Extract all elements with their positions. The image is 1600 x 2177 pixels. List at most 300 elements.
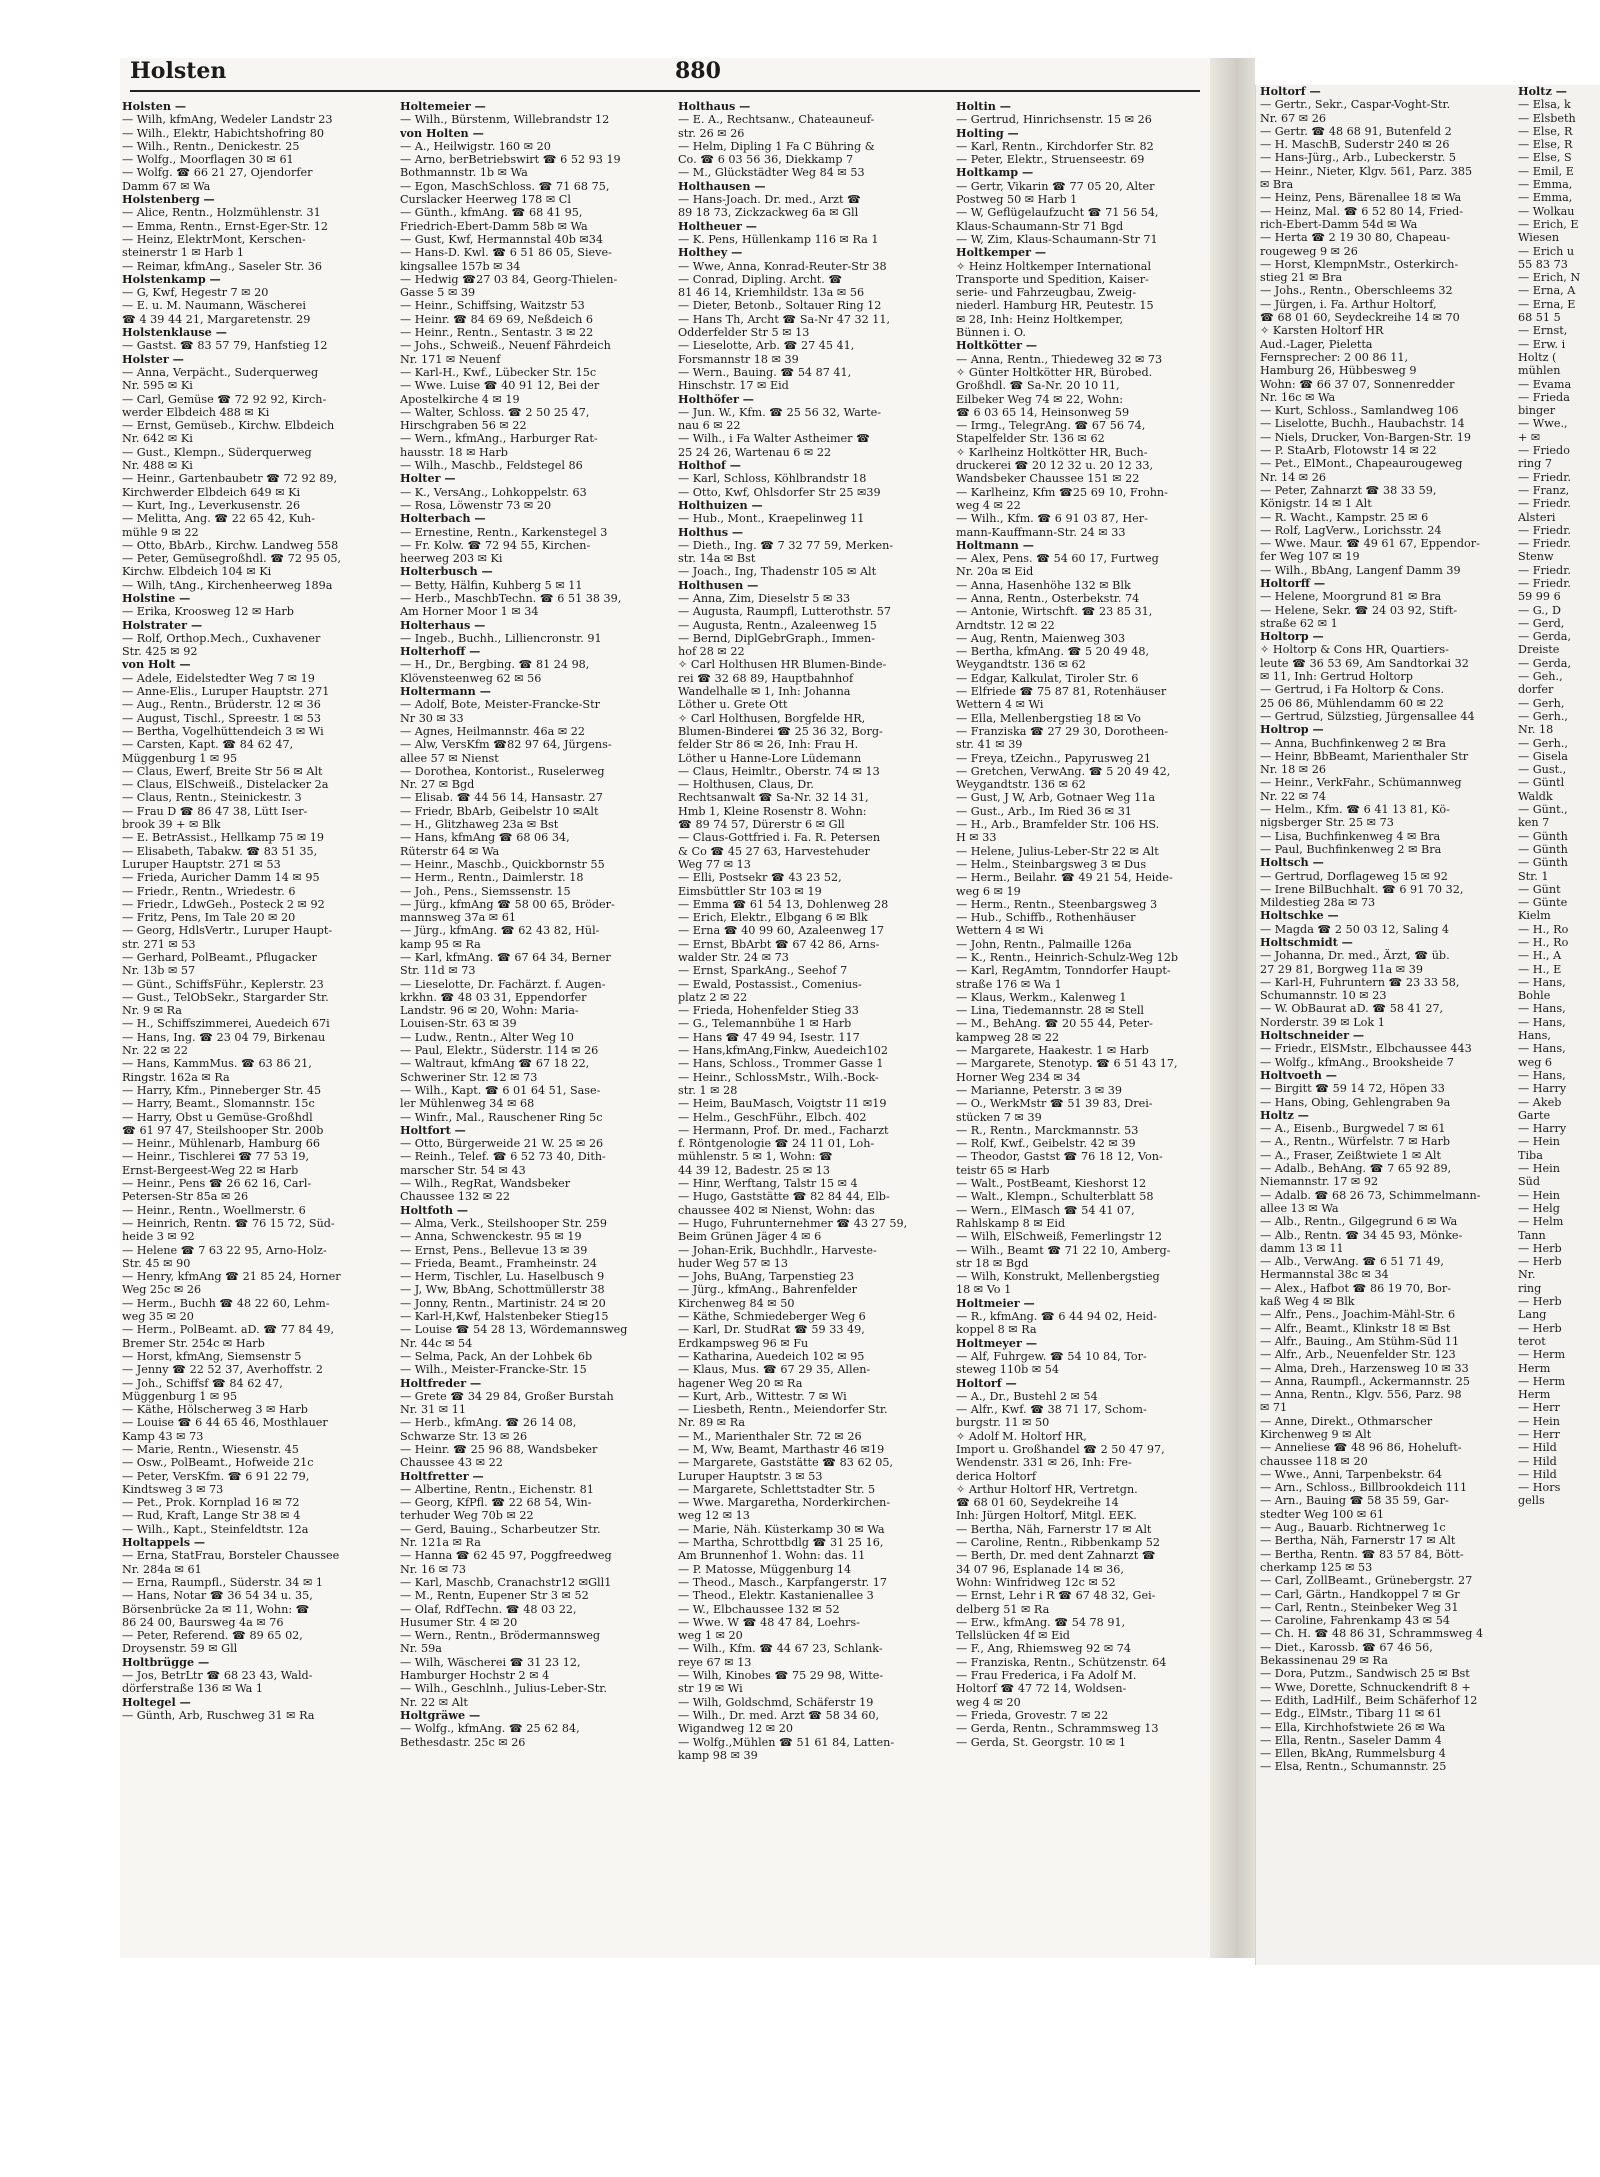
directory-line: — Margarete, Stenotyp. ☎ 6 51 43 17, <box>956 1057 1178 1071</box>
directory-line: — Herm., PolBeamt. aD. ☎ 77 84 49, <box>122 1323 335 1337</box>
directory-line: ✧ Adolf M. Holtorf HR, <box>956 1429 1087 1443</box>
directory-line: — Friedr, BbArb, Geibelstr 10 ✉Alt <box>400 804 599 818</box>
directory-line: Holthöfer — <box>678 392 754 406</box>
directory-line: Nr. 488 ✉ Ki <box>122 459 193 473</box>
directory-line: — Elfriede ☎ 75 87 81, Rotenhäuser <box>956 685 1167 699</box>
directory-line: — Peter, Referend. ☎ 89 65 02, <box>122 1629 303 1643</box>
directory-line: Holstenberg — <box>122 193 215 207</box>
directory-line: Friedrich-Ebert-Damm 58b ✉ Wa <box>400 219 588 233</box>
directory-line: Schwarze Str. 13 ✉ 26 <box>400 1429 528 1443</box>
directory-line: — Gust., TelObSekr., Stargarder Str. <box>122 990 329 1004</box>
directory-line: — Ellen, BkAng, Rummelsburg 4 <box>1260 1747 1446 1761</box>
directory-line: Weg 25c ✉ 26 <box>122 1283 202 1297</box>
directory-line: — Ernst, Pens., Bellevue 13 ✉ 39 <box>400 1243 588 1257</box>
directory-line: — Anna, Raumpfl., Ackermannstr. 25 <box>1260 1374 1470 1388</box>
directory-line: — M., BehAng. ☎ 20 55 44, Peter- <box>956 1017 1153 1031</box>
directory-line: ✧ Heinz Holtkemper International <box>956 259 1152 273</box>
directory-line: — Reimar, kfmAng., Saseler Str. 36 <box>122 259 322 273</box>
directory-line: weg 1 ✉ 20 <box>678 1629 743 1643</box>
directory-line: — Gerh., <box>1518 709 1568 723</box>
directory-line: fer Weg 107 ✉ 19 <box>1260 550 1360 564</box>
directory-line: — Kurt, Ing., Leverkusenstr. 26 <box>122 498 301 512</box>
directory-line: — Ernst, Gemüseb., Kirchw. Elbdeich <box>122 419 335 433</box>
directory-line: — Erich u <box>1518 244 1575 258</box>
directory-line: — Alfr., Beamt., Klinkstr 18 ✉ Bst <box>1260 1321 1451 1335</box>
directory-line: burgstr. 11 ✉ 50 <box>956 1416 1050 1430</box>
directory-line: — Wwe, Dorette, Schnuckendrift 8 + <box>1260 1680 1471 1694</box>
directory-line: 25 24 26, Wartenau 6 ✉ 22 <box>678 445 832 459</box>
directory-line: werder Elbdeich 488 ✉ Ki <box>122 405 270 419</box>
directory-line: — Heinr., Maschb., Quickbornstr 55 <box>400 857 605 871</box>
directory-line: — Wern., kfmAng., Harburger Rat- <box>400 432 598 446</box>
directory-line: — Birgitt ☎ 59 14 72, Höpen 33 <box>1260 1082 1445 1096</box>
directory-line: — Anne-Elis., Luruper Hauptstr. 271 <box>122 685 330 699</box>
directory-line: — Hub., Mont., Kraepelinweg 11 <box>678 512 865 526</box>
directory-line: — Karl-H, Fuhruntern ☎ 23 33 58, <box>1260 975 1460 989</box>
directory-line: Droysenstr. 59 ✉ Gll <box>122 1642 238 1656</box>
directory-line: Wettern 4 ✉ Wi <box>956 698 1044 712</box>
directory-line: straße 62 ✉ 1 <box>1260 616 1338 630</box>
directory-line: — W., Elbchaussee 132 ✉ 52 <box>678 1602 840 1616</box>
directory-line: Luruper Hauptstr. 3 ✉ 53 <box>678 1469 823 1483</box>
directory-line: — Wilh., Kapt., Steinfeldtstr. 12a <box>122 1522 309 1536</box>
directory-line: Müggenburg 1 ✉ 95 <box>122 751 238 765</box>
directory-line: — Caroline, Fahrenkamp 43 ✉ 54 <box>1260 1614 1450 1628</box>
directory-line: — Günth <box>1518 829 1568 843</box>
directory-line: — Wern., Rentn., Brödermannsweg <box>400 1629 601 1643</box>
directory-line: 18 ✉ Vo 1 <box>956 1283 1012 1297</box>
directory-line: — W, Geflügelaufzucht ☎ 71 56 54, <box>956 206 1159 220</box>
directory-line: Holtegel — <box>122 1695 191 1709</box>
directory-line: serie- und Fahrzeugbau, Zweig- <box>956 286 1137 300</box>
directory-line: Nr. 284a ✉ 61 <box>122 1562 202 1576</box>
directory-line: — Winfr., Mal., Rauschener Ring 5c <box>400 1110 603 1124</box>
directory-line: — Wilh., Meister-Francke-Str. 15 <box>400 1363 587 1377</box>
directory-line: — Niels, Drucker, Von-Bargen-Str. 19 <box>1260 430 1471 444</box>
directory-line: — Ella, Mellenbergstieg 18 ✉ Vo <box>956 711 1141 725</box>
directory-line: — Bertha, kfmAng. ☎ 5 20 49 48, <box>956 645 1150 659</box>
directory-line: — Helene, Julius-Leber-Str 22 ✉ Alt <box>956 844 1159 858</box>
directory-line: — A., Eisenb., Burgwedel 7 ✉ 61 <box>1260 1122 1446 1136</box>
directory-line: str. 26 ✉ 26 <box>678 126 745 140</box>
directory-line: Holtrop — <box>1260 723 1324 737</box>
directory-line: Kirchenweg 9 ✉ Alt <box>1260 1427 1372 1441</box>
directory-line: Nr. 27 ✉ Bgd <box>400 778 475 792</box>
directory-line: Holtkemper — <box>956 246 1047 260</box>
directory-line: — Wilh., RegRat, Wandsbeker <box>400 1177 571 1191</box>
directory-line: Dreiste <box>1518 643 1560 657</box>
directory-line: Löther u Hanne-Lore Lüdemann <box>678 751 862 765</box>
directory-line: Hans, <box>1518 1029 1551 1043</box>
directory-line: — Marianne, Peterstr. 3 ✉ 39 <box>956 1083 1123 1097</box>
directory-line: — Otto, Kwf, Ohlsdorfer Str 25 ✉39 <box>678 485 881 499</box>
directory-line: brook 39 + ✉ Blk <box>122 818 221 832</box>
directory-line: — Herm <box>1518 1348 1566 1362</box>
directory-line: 81 46 14, Kriemhildstr. 13a ✉ 56 <box>678 286 865 300</box>
directory-line: — Hein <box>1518 1162 1560 1176</box>
directory-line: — Hans Th, Archt ☎ Sa-Nr 47 32 11, <box>678 312 891 326</box>
directory-line: druckerei ☎ 20 12 32 u. 20 12 33, <box>956 459 1154 473</box>
directory-line: ring <box>1518 1281 1542 1295</box>
directory-line: — Georg, HdlsVertr., Luruper Haupt- <box>122 924 333 938</box>
directory-line: Bekassinenau 29 ✉ Ra <box>1260 1654 1388 1668</box>
directory-line: Bohle <box>1518 989 1551 1003</box>
directory-line: — H., Dr., Bergbing. ☎ 81 24 98, <box>400 658 590 672</box>
directory-line: — Walter, Schloss. ☎ 2 50 25 47, <box>400 405 590 419</box>
directory-line: — Gastst. ☎ 83 57 79, Hanfstieg 12 <box>122 339 328 353</box>
directory-line: — Karl, Dr. StudRat ☎ 59 33 49, <box>678 1323 865 1337</box>
directory-line: Str. 425 ✉ 92 <box>122 645 198 659</box>
directory-line: ring 7 <box>1518 457 1552 471</box>
directory-line: — E. BetrAssist., Hellkamp 75 ✉ 19 <box>122 831 325 845</box>
directory-line: Wigandweg 12 ✉ 20 <box>678 1722 793 1736</box>
directory-line: kaß Weg 4 ✉ Blk <box>1260 1295 1355 1309</box>
directory-line: Husumer Str. 4 ✉ 20 <box>400 1615 518 1629</box>
directory-line: Holtgräwe — <box>400 1708 481 1722</box>
directory-line: — Rolf, Kwf., Geibelstr. 42 ✉ 39 <box>956 1137 1136 1151</box>
directory-line: Weg 77 ✉ 13 <box>678 857 751 871</box>
directory-line: — Friedr., Rentn., Wriedestr. 6 <box>122 884 296 898</box>
directory-line: hausstr. 18 ✉ Harb <box>400 445 508 459</box>
directory-line: ✧ Carl Holthusen HR Blumen-Binde- <box>678 658 887 672</box>
directory-line: & Co ☎ 45 27 63, Harvestehuder <box>678 844 870 858</box>
directory-line: — Günth, Arb, Ruschweg 31 ✉ Ra <box>122 1708 315 1722</box>
directory-line: Holthey — <box>678 246 743 260</box>
directory-line: — Grete ☎ 34 29 84, Großer Burstah <box>400 1389 614 1403</box>
directory-line: — Hans-Joach. Dr. med., Arzt ☎ <box>678 193 861 207</box>
directory-line: Holtz — <box>1518 85 1567 98</box>
directory-line: — Liselotte, Buchh., Haubachstr. 14 <box>1260 417 1465 431</box>
directory-line: — Herm., Rentn., Steenbargsweg 3 <box>956 897 1158 911</box>
directory-line: chaussee 402 ✉ Nienst, Wohn: das <box>678 1203 875 1217</box>
directory-line: Wendenstr. 331 ✉ 26, Inh: Fre- <box>956 1456 1132 1470</box>
directory-line: — Helm, Dipling 1 Fa C Bühring & <box>678 139 875 153</box>
directory-line: — Hans, <box>1518 1068 1566 1082</box>
right-page <box>1255 85 1600 1965</box>
directory-line: — Ch. H. ☎ 48 86 31, Schrammsweg 4 <box>1260 1627 1484 1641</box>
directory-line: — Güntl <box>1518 776 1565 790</box>
directory-line: — Reinh., Telef. ☎ 6 52 73 40, Dith- <box>400 1150 606 1164</box>
directory-line: — Heinr., Gartenbaubetr ☎ 72 92 89, <box>122 472 338 486</box>
directory-line: — Hans, Obing, Gehlengraben 9a <box>1260 1095 1451 1109</box>
directory-line: Kirchwerder Elbdeich 649 ✉ Ki <box>122 485 301 499</box>
directory-line: — Helm., Kfm. ☎ 6 41 13 81, Kö- <box>1260 803 1450 817</box>
directory-line: Bremer Str. 254c ✉ Harb <box>122 1336 265 1350</box>
directory-line: — Alfr., Bauing., Am Stühm-Süd 11 <box>1260 1334 1460 1348</box>
directory-line: — Wilh., Dr. med. Arzt ☎ 58 34 60, <box>678 1708 880 1722</box>
directory-line: Nr. 16c ✉ Wa <box>1260 390 1336 404</box>
directory-line: — M., Glückstädter Weg 84 ✉ 53 <box>678 166 865 180</box>
directory-line: — Helene, Sekr. ☎ 24 03 92, Stift- <box>1260 603 1458 617</box>
directory-line: — Wilh, tAng., Kirchenheerweg 189a <box>122 578 333 592</box>
directory-line: — Otto, BbArb., Kirchw. Landweg 558 <box>122 538 339 552</box>
directory-line: — Erika, Kroosweg 12 ✉ Harb <box>122 605 294 619</box>
directory-line: — Edgar, Kalkulat, Tiroler Str. 6 <box>956 671 1139 685</box>
directory-line: — Herb., kfmAng. ☎ 26 14 08, <box>400 1416 577 1430</box>
directory-line: — Irmg., TelegrAng. ☎ 67 56 74, <box>956 419 1146 433</box>
directory-line: — M., Marienthaler Str. 72 ✉ 26 <box>678 1429 862 1443</box>
directory-line: — Alw, VersKfm ☎82 97 64, Jürgens- <box>400 738 612 752</box>
directory-line: Holter — <box>400 472 456 486</box>
directory-line: Garte <box>1518 1108 1551 1122</box>
directory-line: Holtorp — <box>1260 630 1324 644</box>
directory-line: — Wilh., i Fa Walter Astheimer ☎ <box>678 432 871 446</box>
directory-line: Schumannstr. 10 ✉ 23 <box>1260 989 1387 1003</box>
directory-line: — Gisela <box>1518 749 1568 763</box>
directory-line: — Hein <box>1518 1414 1560 1428</box>
directory-line: allee 57 ✉ Nienst <box>400 751 499 765</box>
directory-line: — Harry, Beamt., Slomannstr. 15c <box>122 1097 315 1111</box>
directory-line: Wandelhalle ✉ 1, Inh: Johanna <box>678 685 851 699</box>
directory-line: — Hans, Ing. ☎ 23 04 79, Birkenau <box>122 1030 326 1044</box>
directory-line: Holstrater — <box>122 618 203 632</box>
directory-line: — Elli, Postsekr ☎ 43 23 52, <box>678 871 842 885</box>
directory-line: — Wilh, Wäscherei ☎ 31 23 12, <box>400 1655 581 1669</box>
directory-line: — Karl-H,Kwf, Halstenbeker Stieg15 <box>400 1310 609 1324</box>
directory-line: — Antonie, Wirtschft. ☎ 23 85 31, <box>956 605 1153 619</box>
directory-line: — Heinr., Tischlerei ☎ 77 53 19, <box>122 1150 310 1164</box>
directory-line: — Günt., <box>1518 803 1568 817</box>
directory-line: — Johs., Rentn., Oberschleems 32 <box>1260 284 1453 298</box>
directory-line: 55 83 73 <box>1518 257 1568 271</box>
directory-line: steweg 110b ✉ 54 <box>956 1363 1060 1377</box>
directory-line: Kielm <box>1518 909 1551 923</box>
directory-line: terhuder Weg 70b ✉ 22 <box>400 1509 534 1523</box>
directory-line: ✧ Carl Holthusen, Borgfelde HR, <box>678 711 866 725</box>
directory-line: — Anna, Buchfinkenweg 2 ✉ Bra <box>1260 736 1446 750</box>
directory-line: Beim Grünen Jäger 4 ✉ 6 <box>678 1230 822 1244</box>
directory-line: ✧ Karlheinz Holtkötter HR, Buch- <box>956 445 1148 459</box>
directory-line: — Edg., ElMstr., Tibarg 11 ✉ 61 <box>1260 1707 1443 1721</box>
directory-line: Arndtstr. 12 ✉ 22 <box>956 618 1055 632</box>
directory-line: — Bernd, DiplGebrGraph., Immen- <box>678 631 875 645</box>
directory-line: — Hans,kfmAng,Finkw, Auedeich102 <box>678 1044 888 1058</box>
directory-line: Holtz ( <box>1518 350 1557 364</box>
directory-line: — Käthe, Hölscherweg 3 ✉ Harb <box>122 1403 308 1417</box>
directory-line: — Rud, Kraft, Lange Str 38 ✉ 4 <box>122 1509 301 1523</box>
directory-line: Erdkampsweg 96 ✉ Fu <box>678 1336 809 1350</box>
directory-line: — Günt <box>1518 882 1561 896</box>
directory-line: — Claus, Rentn., Steinickestr. 3 <box>122 791 302 805</box>
directory-line: Holsten — <box>122 100 187 113</box>
directory-line: Tellslücken 4f ✉ Eid <box>956 1629 1070 1643</box>
directory-line: str. 14a ✉ Bst <box>678 552 756 566</box>
directory-line: — Evama <box>1518 377 1572 391</box>
directory-line: — Else, S <box>1518 151 1572 165</box>
directory-line: — Else, R <box>1518 124 1573 138</box>
directory-line: — Günt., SchiffsFühr., Keplerstr. 23 <box>122 977 324 991</box>
directory-line: — Wilh, Goldschmd, Schäferstr 19 <box>678 1695 874 1709</box>
directory-line: — Harry, Kfm., Pinneberger Str. 45 <box>122 1083 322 1097</box>
directory-line: — W. ObBaurat aD. ☎ 58 41 27, <box>1260 1002 1444 1016</box>
directory-line: Holterbach — <box>400 512 486 526</box>
directory-line: — Rolf, LagVerw., Lorichsstr. 24 <box>1260 523 1442 537</box>
directory-line: — Friedr., LdwGeh., Posteck 2 ✉ 92 <box>122 897 325 911</box>
directory-line: Holtsch — <box>1260 856 1324 870</box>
directory-line: — M., Rentn, Eupener Str 3 ✉ 52 <box>400 1589 589 1603</box>
directory-line: — Martha, Schrottbdlg ☎ 31 25 16, <box>678 1536 884 1550</box>
directory-line: — H., Ro <box>1518 936 1569 949</box>
directory-line: — Karl, RegAmtm, Tonndorfer Haupt- <box>956 964 1171 978</box>
directory-line: — K., VersAng., Lohkoppelstr. 63 <box>400 485 587 499</box>
right-column-2 <box>1518 85 1598 1508</box>
directory-line: — Frieda, Auricher Damm 14 ✉ 95 <box>122 871 320 885</box>
directory-line: — Lisa, Buchfinkenweg 4 ✉ Bra <box>1260 829 1441 843</box>
directory-line: — Lina, Tiedemannstr. 28 ✉ Stell <box>956 1004 1144 1018</box>
directory-line: — Ella, Kirchhofstwiete 26 ✉ Wa <box>1260 1720 1446 1734</box>
directory-line: — F., Ang, Rhiemsweg 92 ✉ 74 <box>956 1642 1132 1656</box>
directory-line: — H., Ro <box>1518 922 1569 936</box>
directory-line: Wettern 4 ✉ Wi <box>956 924 1044 938</box>
directory-line: ler Mühlenweg 34 ✉ 68 <box>400 1097 535 1111</box>
directory-line: Import u. Großhandel ☎ 2 50 47 97, <box>956 1442 1165 1456</box>
directory-line: — Hans, <box>1518 1002 1566 1016</box>
directory-line: — Olaf, RdfTechn. ☎ 48 03 22, <box>400 1602 577 1616</box>
directory-line: — Wwe., Anni, Tarpenbekstr. 64 <box>1260 1467 1443 1481</box>
directory-line: — Gust., <box>1518 763 1567 777</box>
directory-line: ✧ Arthur Holtorf HR, Vertretgn. <box>956 1482 1138 1496</box>
directory-line: — Herb., MaschbTechn. ☎ 6 51 38 39, <box>400 591 622 605</box>
directory-line: — Kurt, Schloss., Samlandweg 106 <box>1260 404 1459 418</box>
directory-line: — Wern., ElMasch ☎ 54 41 07, <box>956 1203 1135 1217</box>
directory-line: — Günte <box>1518 896 1568 910</box>
directory-line: Nr. 18 <box>1518 723 1554 737</box>
directory-line: terot <box>1518 1334 1546 1348</box>
directory-line: Börsenbrücke 2a ✉ 11, Wohn: ☎ <box>122 1602 310 1616</box>
directory-line: — Wilh., Bürstenm, Willebrandstr 12 <box>400 113 610 127</box>
directory-line: — Peter, Zahnarzt ☎ 38 33 59, <box>1260 483 1437 497</box>
directory-line: — Claus, ElSchweiß., Distelacker 2a <box>122 778 329 792</box>
directory-line: — Walt., PostBeamt, Kieshorst 12 <box>956 1177 1147 1191</box>
directory-line: — Hinr, Werftang, Talstr 15 ✉ 4 <box>678 1177 858 1191</box>
directory-line: — Helm., Steinbargsweg 3 ✉ Dus <box>956 857 1147 871</box>
directory-line: Holstine — <box>122 591 191 605</box>
directory-line: str. 1 ✉ 28 <box>678 1083 738 1097</box>
directory-line: — John, Rentn., Palmaille 126a <box>956 937 1132 951</box>
directory-line: dorfer <box>1518 683 1554 697</box>
directory-line: Holting — <box>956 126 1019 140</box>
directory-line: — Dora, Putzm., Sandwisch 25 ✉ Bst <box>1260 1667 1470 1681</box>
directory-line: Str. 1 <box>1518 869 1549 883</box>
directory-line: Holtorf — <box>956 1376 1017 1390</box>
directory-line: kamp 95 ✉ Ra <box>400 937 481 951</box>
directory-line: — Geh., <box>1518 670 1563 684</box>
directory-line: — Helene, Moorgrund 81 ✉ Bra <box>1260 590 1442 604</box>
directory-line: Forsmannstr 18 ✉ 39 <box>678 352 799 366</box>
directory-line: — Friedr., ElSMstr., Elbchaussee 443 <box>1260 1042 1472 1056</box>
directory-line: Holtfoth — <box>400 1203 469 1217</box>
directory-line: Großhdl. ☎ Sa-Nr. 20 10 11, <box>956 379 1120 393</box>
directory-line: Am Brunnenhof 1. Wohn: das. 11 <box>678 1549 866 1563</box>
directory-line: Nr. 20a ✉ Eid <box>956 565 1034 579</box>
directory-line: Chaussee 132 ✉ 22 <box>400 1190 510 1204</box>
directory-line: Kirchenweg 84 ✉ 50 <box>678 1296 795 1310</box>
directory-line: — Helene ☎ 7 63 22 95, Arno-Holz- <box>122 1243 327 1257</box>
directory-line: Holtz — <box>1260 1108 1309 1122</box>
directory-line: — Hub., Schiffb., Rothenhäuser <box>956 911 1136 925</box>
directory-line: — Wolkau <box>1518 204 1575 218</box>
directory-line: leute ☎ 36 53 69, Am Sandtorkai 32 <box>1260 656 1469 670</box>
directory-line: — Herm <box>1518 1374 1566 1388</box>
directory-line: str. 41 ✉ 39 <box>956 738 1023 752</box>
directory-line: — Karl, Rentn., Kirchdorfer Str. 82 <box>956 139 1154 153</box>
directory-line: — Frieda, Grovestr. 7 ✉ 22 <box>956 1708 1109 1722</box>
directory-line: — August, Tischl., Spreestr. 1 ✉ 53 <box>122 711 321 725</box>
directory-line: Holthus — <box>678 525 744 539</box>
directory-line: — Erich, Elektr., Elbgang 6 ✉ Blk <box>678 911 868 925</box>
column-4 <box>956 100 1214 1749</box>
directory-line: — Margarete, Schlettstadter Str. 5 <box>678 1482 876 1496</box>
directory-line: Blumen-Binderei ☎ 25 36 32, Borg- <box>678 724 883 738</box>
directory-line: — A., Rentn., Würfelstr. 7 ✉ Harb <box>1260 1135 1451 1149</box>
directory-line: — Anne, Direkt., Othmarscher <box>1260 1414 1433 1428</box>
directory-line: — Helg <box>1518 1201 1560 1215</box>
directory-line: — Gust., Arb., Im Ried 36 ✉ 31 <box>956 804 1132 818</box>
directory-line: — Arn., Bauing ☎ 58 35 59, Gar- <box>1260 1494 1449 1508</box>
directory-line: — Hein <box>1518 1135 1560 1149</box>
directory-line: ☎ 68 01 60, Seydeckreihe 14 ✉ 70 <box>1260 311 1460 325</box>
directory-line: — Alfr., Pens., Joachim-Mähl-Str. 6 <box>1260 1308 1456 1322</box>
directory-line: — Harry <box>1518 1082 1567 1096</box>
directory-line: chaussee 118 ✉ 20 <box>1260 1454 1368 1468</box>
directory-line: 27 29 81, Borgweg 11a ✉ 39 <box>1260 962 1423 976</box>
directory-line: — Hild <box>1518 1441 1557 1455</box>
directory-line: Curslacker Heerweg 178 ✉ Cl <box>400 193 571 207</box>
page-title: Holsten <box>130 58 227 84</box>
directory-line: — Erw. i <box>1518 337 1566 351</box>
directory-line: — Alma, Verk., Steilshooper Str. 259 <box>400 1216 608 1230</box>
directory-line: — Alice, Rentn., Holzmühlenstr. 31 <box>122 206 321 220</box>
directory-line: walder Str. 24 ✉ 73 <box>678 951 789 964</box>
directory-line: — Claus, Heimltr., Oberstr. 74 ✉ 13 <box>678 764 880 778</box>
directory-line: Nr. 9 ✉ Ra <box>122 1004 182 1018</box>
directory-line: von Holt — <box>122 658 191 672</box>
directory-line: — Gertr, Vikarin ☎ 77 05 20, Alter <box>956 179 1155 193</box>
directory-line: — Klaus, Mus. ☎ 67 29 35, Allen- <box>678 1363 871 1377</box>
directory-line: Holtfort — <box>400 1123 466 1137</box>
directory-line: — Franziska ☎ 27 29 30, Dorotheen- <box>956 724 1169 738</box>
directory-line: f. Röntgenologie ☎ 24 11 01, Loh- <box>678 1137 875 1151</box>
directory-line: — Wwe. Luise ☎ 40 91 12, Bei der <box>400 379 600 393</box>
directory-line: — Edith, LadHilf., Beim Schäferhof 12 <box>1260 1693 1478 1707</box>
directory-line: — Elsa, Rentn., Schumannstr. 25 <box>1260 1760 1447 1774</box>
directory-line: — Gertrud, i Fa Holtorp & Cons. <box>1260 683 1445 697</box>
directory-line: Hermannstal 38c ✉ 34 <box>1260 1268 1389 1282</box>
directory-line: — Franziska, Rentn., Schützenstr. 64 <box>956 1655 1167 1669</box>
directory-line: — Alf, Fuhrgew. ☎ 54 10 84, Tor- <box>956 1349 1147 1363</box>
directory-line: — Anna, Schwenckestr. 95 ✉ 19 <box>400 1230 582 1244</box>
directory-line: — Conrad, Dipling. Archt. ☎ <box>678 272 843 286</box>
directory-line: — Fr. Kolw. ☎ 72 94 55, Kirchen- <box>400 538 591 552</box>
directory-line: — Herta ☎ 2 19 30 80, Chapeau- <box>1260 231 1451 245</box>
directory-line: — Hans-D. Kwl. ☎ 6 51 86 05, Sieve- <box>400 246 612 260</box>
directory-line: — Erna, StatFrau, Borsteler Chaussee <box>122 1549 340 1563</box>
directory-line: — Gertrud, Hinrichsenstr. 15 ✉ 26 <box>956 113 1152 127</box>
directory-line: — Wern., Bauing. ☎ 54 87 41, <box>678 365 852 379</box>
directory-line: Mildestieg 28a ✉ 73 <box>1260 896 1376 910</box>
directory-line: — Karl, Maschb, Cranachstr12 ✉Gll1 <box>400 1575 612 1589</box>
directory-line: — Günth <box>1518 856 1568 870</box>
directory-line: — G., Telemannbühe 1 ✉ Harb <box>678 1017 852 1031</box>
directory-line: Odderfelder Str 5 ✉ 13 <box>678 326 810 340</box>
directory-line: — Margarete, Haakestr. 1 ✉ Harb <box>956 1044 1149 1058</box>
directory-line: — Erich, N <box>1518 271 1581 285</box>
directory-line: — Anneliese ☎ 48 96 86, Hoheluft- <box>1260 1441 1462 1455</box>
directory-line: — Gust, Kwf, Hermannstal 40b ✉34 <box>400 232 604 246</box>
directory-line: — Waltraut, kfmAng ☎ 67 18 22, <box>400 1057 590 1071</box>
directory-line: — Herm., Rentn., Daimlerstr. 18 <box>400 871 584 885</box>
directory-line: — Akeb <box>1518 1095 1562 1109</box>
